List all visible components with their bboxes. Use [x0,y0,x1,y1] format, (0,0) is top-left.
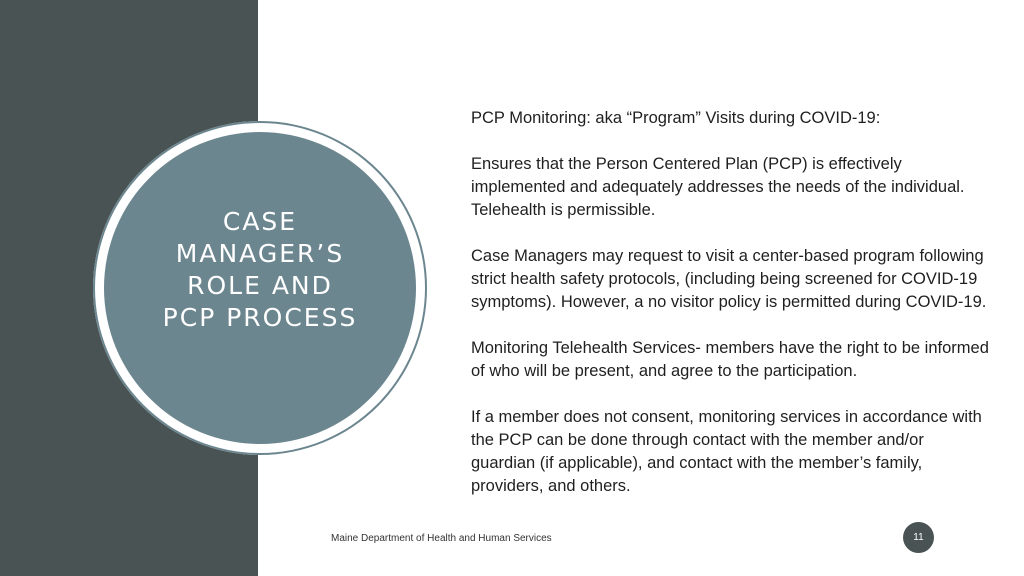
body-paragraph-5: If a member does not consent, monitoring services in accordance with the PCP can be done through contact with the member and/or guardian (if applicable), and contact with the member’s family, providers, and others. [471,408,982,495]
page-number-badge: 11 [903,522,934,553]
body-paragraph-1: PCP Monitoring: aka “Program” Visits during COVID-19: [471,109,881,127]
slide-title: CASE MANAGER’S ROLE AND PCP PROCESS [162,207,358,332]
body-paragraph-2: Ensures that the Person Centered Plan (PCP) is effectively implemented and adequately addresses the needs of the individual. Telehealth is permissible. [471,155,965,219]
body-paragraph-3: Case Managers may request to visit a center-based program following strict health safety protocols, (including being screened for COVID-19 symptoms). However, a no visitor policy is permitted during COVID-19. [471,247,987,311]
slide-body [471,107,991,521]
body-paragraph-4: Monitoring Telehealth Services- members have the right to be informed of who will be present, and agree to the participation. [471,339,989,380]
footer-organization: Maine Department of Health and Human Services [331,533,552,544]
